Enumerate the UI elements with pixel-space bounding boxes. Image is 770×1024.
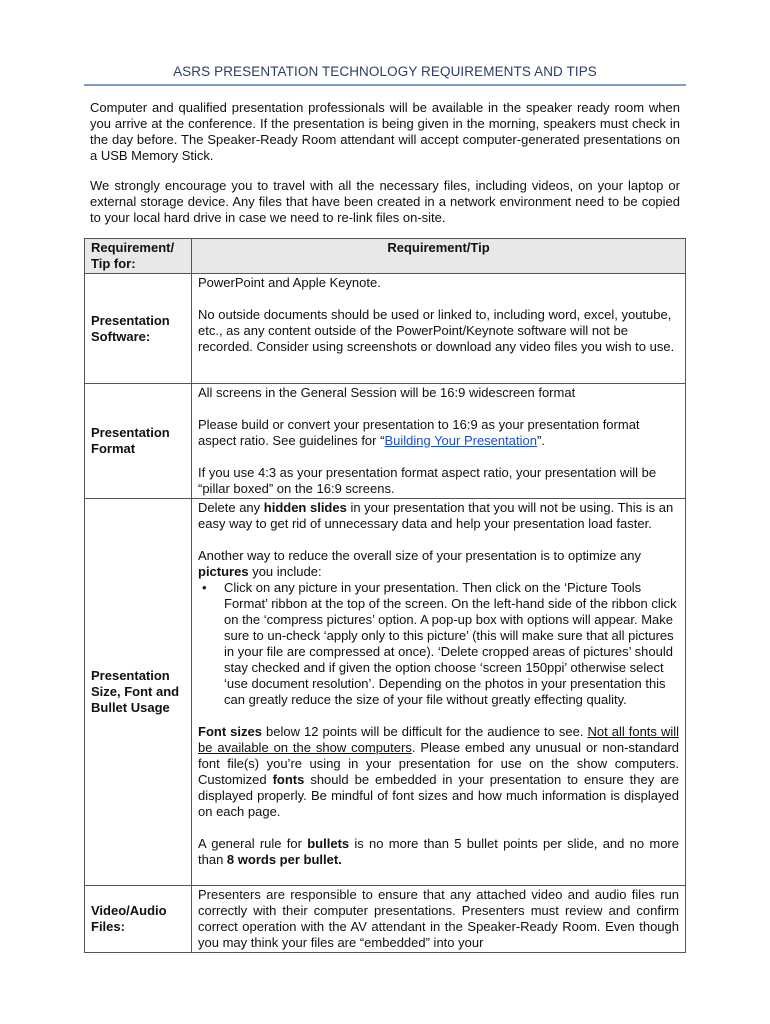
intro-paragraph: We strongly encourage you to travel with all the necessary files, including videos, on your laptop or external storage device. Any files that have been created in a network environment need to be copied to your local hard drive in case we need to re-link files on-site. [90,178,680,225]
requirements-table [84,238,686,953]
bullet-icon: • [202,580,207,595]
text: is no more than 5 bullet points per slide, and no more than [198,836,679,867]
table-row [85,274,686,384]
paragraph [198,836,679,868]
paragraph [198,548,679,580]
paragraph [198,500,679,532]
paragraph: All screens in the General Session will be 16:9 widescreen format [198,385,576,400]
list-item [202,580,679,708]
table-row [85,499,686,886]
text: you include: [248,564,322,579]
text: Please build or convert your presentation to 16:9 as your presentation format aspect ratio. See guidelines for “ [198,417,640,448]
row-content [192,499,686,886]
paragraph [198,417,679,449]
row-label: Presentation Software: [85,274,192,384]
paragraph: If you use 4:3 as your presentation format aspect ratio, your presentation will be “pillar boxed” on the 16:9 screens. [198,465,657,496]
text: Another way to reduce the overall size of your presentation is to optimize any [198,548,641,563]
row-label: Presentation Size, Font and Bullet Usage [85,499,192,886]
paragraph: PowerPoint and Apple Keynote. [198,275,381,290]
text: Click on any picture in your presentation. Then click on the ‘Picture Tools Format’ ribbon at the top of the screen. On the left-hand side of the ribbon click on the ‘compress pictures’ option. A pop-up box with options will appear. Make sure to un-check ‘apply only to this picture’ (this will make sure that all pictures in your file are compressed at once). ‘Delete cropped areas of pictures’ should stay checked and if given the option choose ‘screen 150ppi’ otherwise select ‘use document resolution’. Depending on the photos in your presentation this can greatly reduce the size of your file without greatly effecting quality. [224,580,677,707]
document-title: ASRS PRESENTATION TECHNOLOGY REQUIREMENTS AND TIPS [173,64,597,79]
row-content [192,274,686,384]
text: in your presentation that you will not be using. This is an easy way to get rid of unnecessary data and help your presentation load faster. [198,500,674,531]
table-header-row [85,239,686,274]
table-row [85,384,686,499]
row-label: Presentation Format [85,384,192,499]
text: below 12 points will be difficult for the audience to see. [261,724,588,739]
text: A general rule for [198,836,308,851]
bold-text: pictures [198,564,249,579]
bullet-list [198,580,679,708]
row-content [192,384,686,499]
paragraph [198,724,679,820]
header-requirement-tip: Requirement/Tip [192,239,686,274]
building-presentation-link[interactable]: Building Your Presentation [384,433,537,448]
bold-text: bullets [307,836,350,851]
row-content [192,886,686,953]
intro-paragraph: Computer and qualified presentation professionals will be available in the speaker ready room when you arrive at the conference. If the presentation is being given in the morning, speakers must check in the day before. The Speaker-Ready Room attendant will accept computer-generated presentations on a USB Memory Stick. [90,100,680,163]
bold-text: hidden slides [263,500,347,515]
bold-text: 8 words per bullet. [226,852,342,867]
text: . Please embed any unusual or non-standard font file(s) you’re using in your presentation for use on the show computers. Customized [198,740,680,787]
title-divider [84,84,686,86]
table-row [85,886,686,953]
text: Delete any [198,500,264,515]
text: ”. [536,433,545,448]
row-label: Video/Audio Files: [85,886,192,953]
bold-text: fonts [272,772,305,787]
header-tip-for: Requirement/ Tip for: [85,239,192,274]
underlined-text: Not all fonts will be available on the show computers [198,724,679,755]
bold-text: Font sizes [198,724,262,739]
paragraph: Presenters are responsible to ensure that any attached video and audio files run correctly with their computer presentations. Presenters must review and confirm correct operation with the AV attendant in the Speaker-Ready Room. Even though you may think your files are “embedded” into your [198,887,679,950]
text: should be embedded in your presentation to ensure they are displayed properly. Be mindful of font sizes and how much information is displayed on each page. [198,772,679,819]
paragraph: No outside documents should be used or linked to, including word, excel, youtube, etc., as any content outside of the PowerPoint/Keynote software will not be recorded. Consider using screenshots or download any video files you wish to use. [198,307,675,354]
